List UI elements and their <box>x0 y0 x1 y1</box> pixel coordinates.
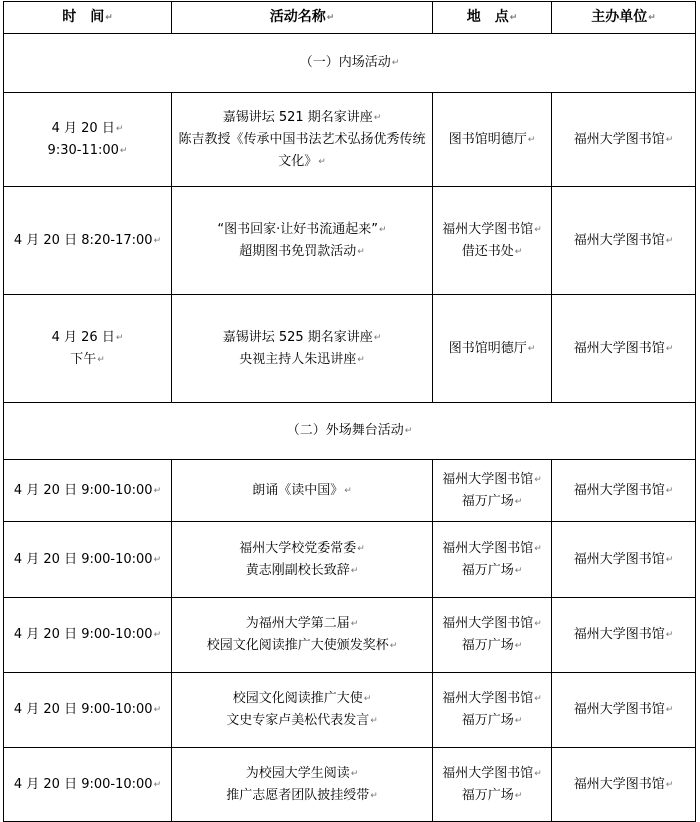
header-place: 地 点↵ <box>433 2 552 34</box>
paragraph-mark: ↵ <box>153 630 162 640</box>
time-line: 下午↵ <box>70 351 105 367</box>
organizer-line: 福州大学图书馆↵ <box>573 131 674 147</box>
organizer-line: 福州大学图书馆↵ <box>573 702 674 717</box>
paragraph-mark: ↵ <box>115 332 124 343</box>
time-line: 4 月 20 日 9:00-10:00↵ <box>13 627 162 642</box>
paragraph-mark: ↵ <box>357 246 365 257</box>
activity-line: 校园文化阅读推广大使↵ <box>232 691 372 706</box>
activity-cell <box>172 460 433 522</box>
paragraph-mark: ↵ <box>119 145 128 156</box>
organizer-line: 福州大学图书馆↵ <box>573 551 674 567</box>
organizer-line: 福州大学图书馆↵ <box>573 232 674 248</box>
paragraph-mark: ↵ <box>665 485 674 496</box>
time-cell <box>4 673 172 748</box>
organizer-line: 福州大学图书馆↵ <box>573 776 674 792</box>
paragraph-mark: ↵ <box>514 496 523 507</box>
place-line: 图书馆明德厅↵ <box>448 340 536 356</box>
place-line: 福万广场↵ <box>461 562 523 578</box>
place-line: 福万广场↵ <box>461 787 523 803</box>
time-cell <box>4 522 172 598</box>
place-cell <box>433 598 552 673</box>
section-title: （二）外场舞台活动↵ <box>4 403 696 460</box>
paragraph-mark: ↵ <box>665 134 674 145</box>
paragraph-mark: ↵ <box>379 224 387 235</box>
time-line: 4 月 26 日↵ <box>51 329 124 345</box>
organizer-cell <box>552 673 696 748</box>
place-line: 图书馆明德厅↵ <box>448 131 536 147</box>
activity-cell <box>172 295 433 403</box>
organizer-line: 福州大学图书馆↵ <box>573 482 674 498</box>
place-cell <box>433 295 552 403</box>
time-cell <box>4 460 172 522</box>
table-row <box>4 598 696 673</box>
place-line: 福万广场↵ <box>461 713 523 728</box>
activity-line: 超期图书免罚款活动↵ <box>239 243 365 259</box>
paragraph-mark: ↵ <box>153 554 162 565</box>
paragraph-mark: ↵ <box>350 565 359 576</box>
paragraph-mark: ↵ <box>370 790 378 801</box>
place-cell <box>433 93 552 187</box>
activity-cell <box>172 93 433 187</box>
time-line: 4 月 20 日 8:20-17:00↵ <box>13 232 162 248</box>
place-line: 福州大学图书馆↵ <box>442 765 542 781</box>
paragraph-mark: ↵ <box>153 779 162 790</box>
paragraph-mark: ↵ <box>534 694 542 704</box>
activity-schedule-table <box>3 1 696 822</box>
section-title: （一）内场活动↵ <box>4 34 696 93</box>
paragraph-mark: ↵ <box>153 705 162 715</box>
place-cell <box>433 748 552 822</box>
paragraph-mark: ↵ <box>357 543 365 554</box>
section-heading-row <box>4 34 696 93</box>
organizer-cell <box>552 748 696 822</box>
place-cell <box>433 522 552 598</box>
paragraph-mark: ↵ <box>665 779 674 790</box>
paragraph-mark: ↵ <box>115 123 124 134</box>
paragraph-mark: ↵ <box>665 235 674 246</box>
table-row <box>4 93 696 187</box>
activity-line: 陈吉教授《传承中国书法艺术弘扬优秀传统文化》↵ <box>178 131 426 169</box>
paragraph-mark: ↵ <box>344 485 352 496</box>
paragraph-mark: ↵ <box>373 332 382 343</box>
time-line: 4 月 20 日↵ <box>51 120 124 136</box>
time-cell <box>4 748 172 822</box>
place-line: 借还书处↵ <box>461 243 523 259</box>
activity-cell <box>172 187 433 295</box>
paragraph-mark: ↵ <box>357 354 365 365</box>
paragraph-mark: ↵ <box>665 705 674 715</box>
paragraph-mark: ↵ <box>527 134 536 145</box>
place-line: 福州大学图书馆↵ <box>442 471 542 487</box>
paragraph-mark: ↵ <box>370 716 378 726</box>
place-line: 福万广场↵ <box>461 493 523 509</box>
paragraph-mark: ↵ <box>534 474 542 485</box>
time-cell <box>4 295 172 403</box>
activity-line: “图书回家·让好书流通起来”↵ <box>217 221 387 237</box>
organizer-line: 福州大学图书馆↵ <box>573 627 674 642</box>
paragraph-mark: ↵ <box>514 790 523 801</box>
header-organizer: 主办单位↵ <box>552 2 696 34</box>
activity-cell <box>172 748 433 822</box>
activity-line: 推广志愿者团队披挂绶带↵ <box>226 787 378 803</box>
time-cell <box>4 598 172 673</box>
time-cell <box>4 187 172 295</box>
header-time: 时 间↵ <box>4 2 172 34</box>
activity-line: 朗诵《读中国》↵ <box>252 482 352 498</box>
paragraph-mark: ↵ <box>665 630 674 640</box>
place-cell <box>433 673 552 748</box>
paragraph-mark: ↵ <box>534 543 542 554</box>
time-line: 4 月 20 日 9:00-10:00↵ <box>13 702 162 717</box>
paragraph-mark: ↵ <box>153 485 162 496</box>
table-row <box>4 460 696 522</box>
organizer-cell <box>552 93 696 187</box>
place-line: 福州大学图书馆↵ <box>442 616 542 631</box>
organizer-cell <box>552 187 696 295</box>
table-row <box>4 522 696 598</box>
organizer-cell <box>552 522 696 598</box>
paragraph-mark: ↵ <box>514 716 523 726</box>
paragraph-mark: ↵ <box>373 112 382 123</box>
activity-line: 校园文化阅读推广大使颁发奖杯↵ <box>206 638 398 653</box>
time-cell <box>4 93 172 187</box>
paragraph-mark: ↵ <box>534 768 542 779</box>
activity-cell <box>172 673 433 748</box>
paragraph-mark: ↵ <box>153 235 162 246</box>
place-cell <box>433 460 552 522</box>
paragraph-mark: ↵ <box>665 554 674 565</box>
paragraph-mark: ↵ <box>534 619 542 629</box>
paragraph-mark: ↵ <box>389 641 398 651</box>
paragraph-mark: ↵ <box>534 224 542 235</box>
activity-line: 为校园大学生阅读↵ <box>245 765 359 781</box>
place-line: 福州大学图书馆↵ <box>442 691 542 706</box>
place-cell <box>433 187 552 295</box>
table-row <box>4 748 696 822</box>
organizer-line: 福州大学图书馆↵ <box>573 340 674 356</box>
paragraph-mark: ↵ <box>318 156 326 167</box>
organizer-cell <box>552 598 696 673</box>
place-line: 福万广场↵ <box>461 638 523 653</box>
activity-cell <box>172 522 433 598</box>
paragraph-mark: ↵ <box>527 343 536 354</box>
paragraph-mark: ↵ <box>363 694 372 704</box>
paragraph-mark: ↵ <box>665 343 674 354</box>
paragraph-mark: ↵ <box>404 426 413 436</box>
table-row <box>4 187 696 295</box>
activity-line: 文史专家卢美松代表发言↵ <box>226 713 378 728</box>
paragraph-mark: ↵ <box>514 641 523 651</box>
paragraph-mark: ↵ <box>97 354 105 365</box>
paragraph-mark: ↵ <box>350 768 359 779</box>
time-line: 4 月 20 日 9:00-10:00↵ <box>13 482 162 498</box>
paragraph-mark: ↵ <box>514 565 523 576</box>
organizer-cell <box>552 295 696 403</box>
activity-line: 福州大学校党委常委↵ <box>239 540 365 556</box>
activity-line: 为福州大学第二届↵ <box>245 616 359 631</box>
paragraph-mark: ↵ <box>391 58 400 68</box>
time-line: 9:30-11:00↵ <box>47 142 128 158</box>
table-row <box>4 295 696 403</box>
header-activity: 活动名称↵ <box>172 2 433 34</box>
paragraph-mark: ↵ <box>350 619 359 629</box>
activity-line: 嘉锡讲坛 521 期名家讲座↵ <box>222 109 382 125</box>
table-row <box>4 673 696 748</box>
activity-cell <box>172 598 433 673</box>
section-heading-row <box>4 403 696 460</box>
activity-line: 嘉锡讲坛 525 期名家讲座↵ <box>222 329 382 345</box>
activity-line: 央视主持人朱迅讲座↵ <box>239 351 365 367</box>
paragraph-mark: ↵ <box>514 246 523 257</box>
header-row <box>4 2 696 34</box>
place-line: 福州大学图书馆↵ <box>442 221 542 237</box>
time-line: 4 月 20 日 9:00-10:00↵ <box>13 776 162 792</box>
time-line: 4 月 20 日 9:00-10:00↵ <box>13 551 162 567</box>
activity-line: 黄志刚副校长致辞↵ <box>245 562 359 578</box>
organizer-cell <box>552 460 696 522</box>
place-line: 福州大学图书馆↵ <box>442 540 542 556</box>
